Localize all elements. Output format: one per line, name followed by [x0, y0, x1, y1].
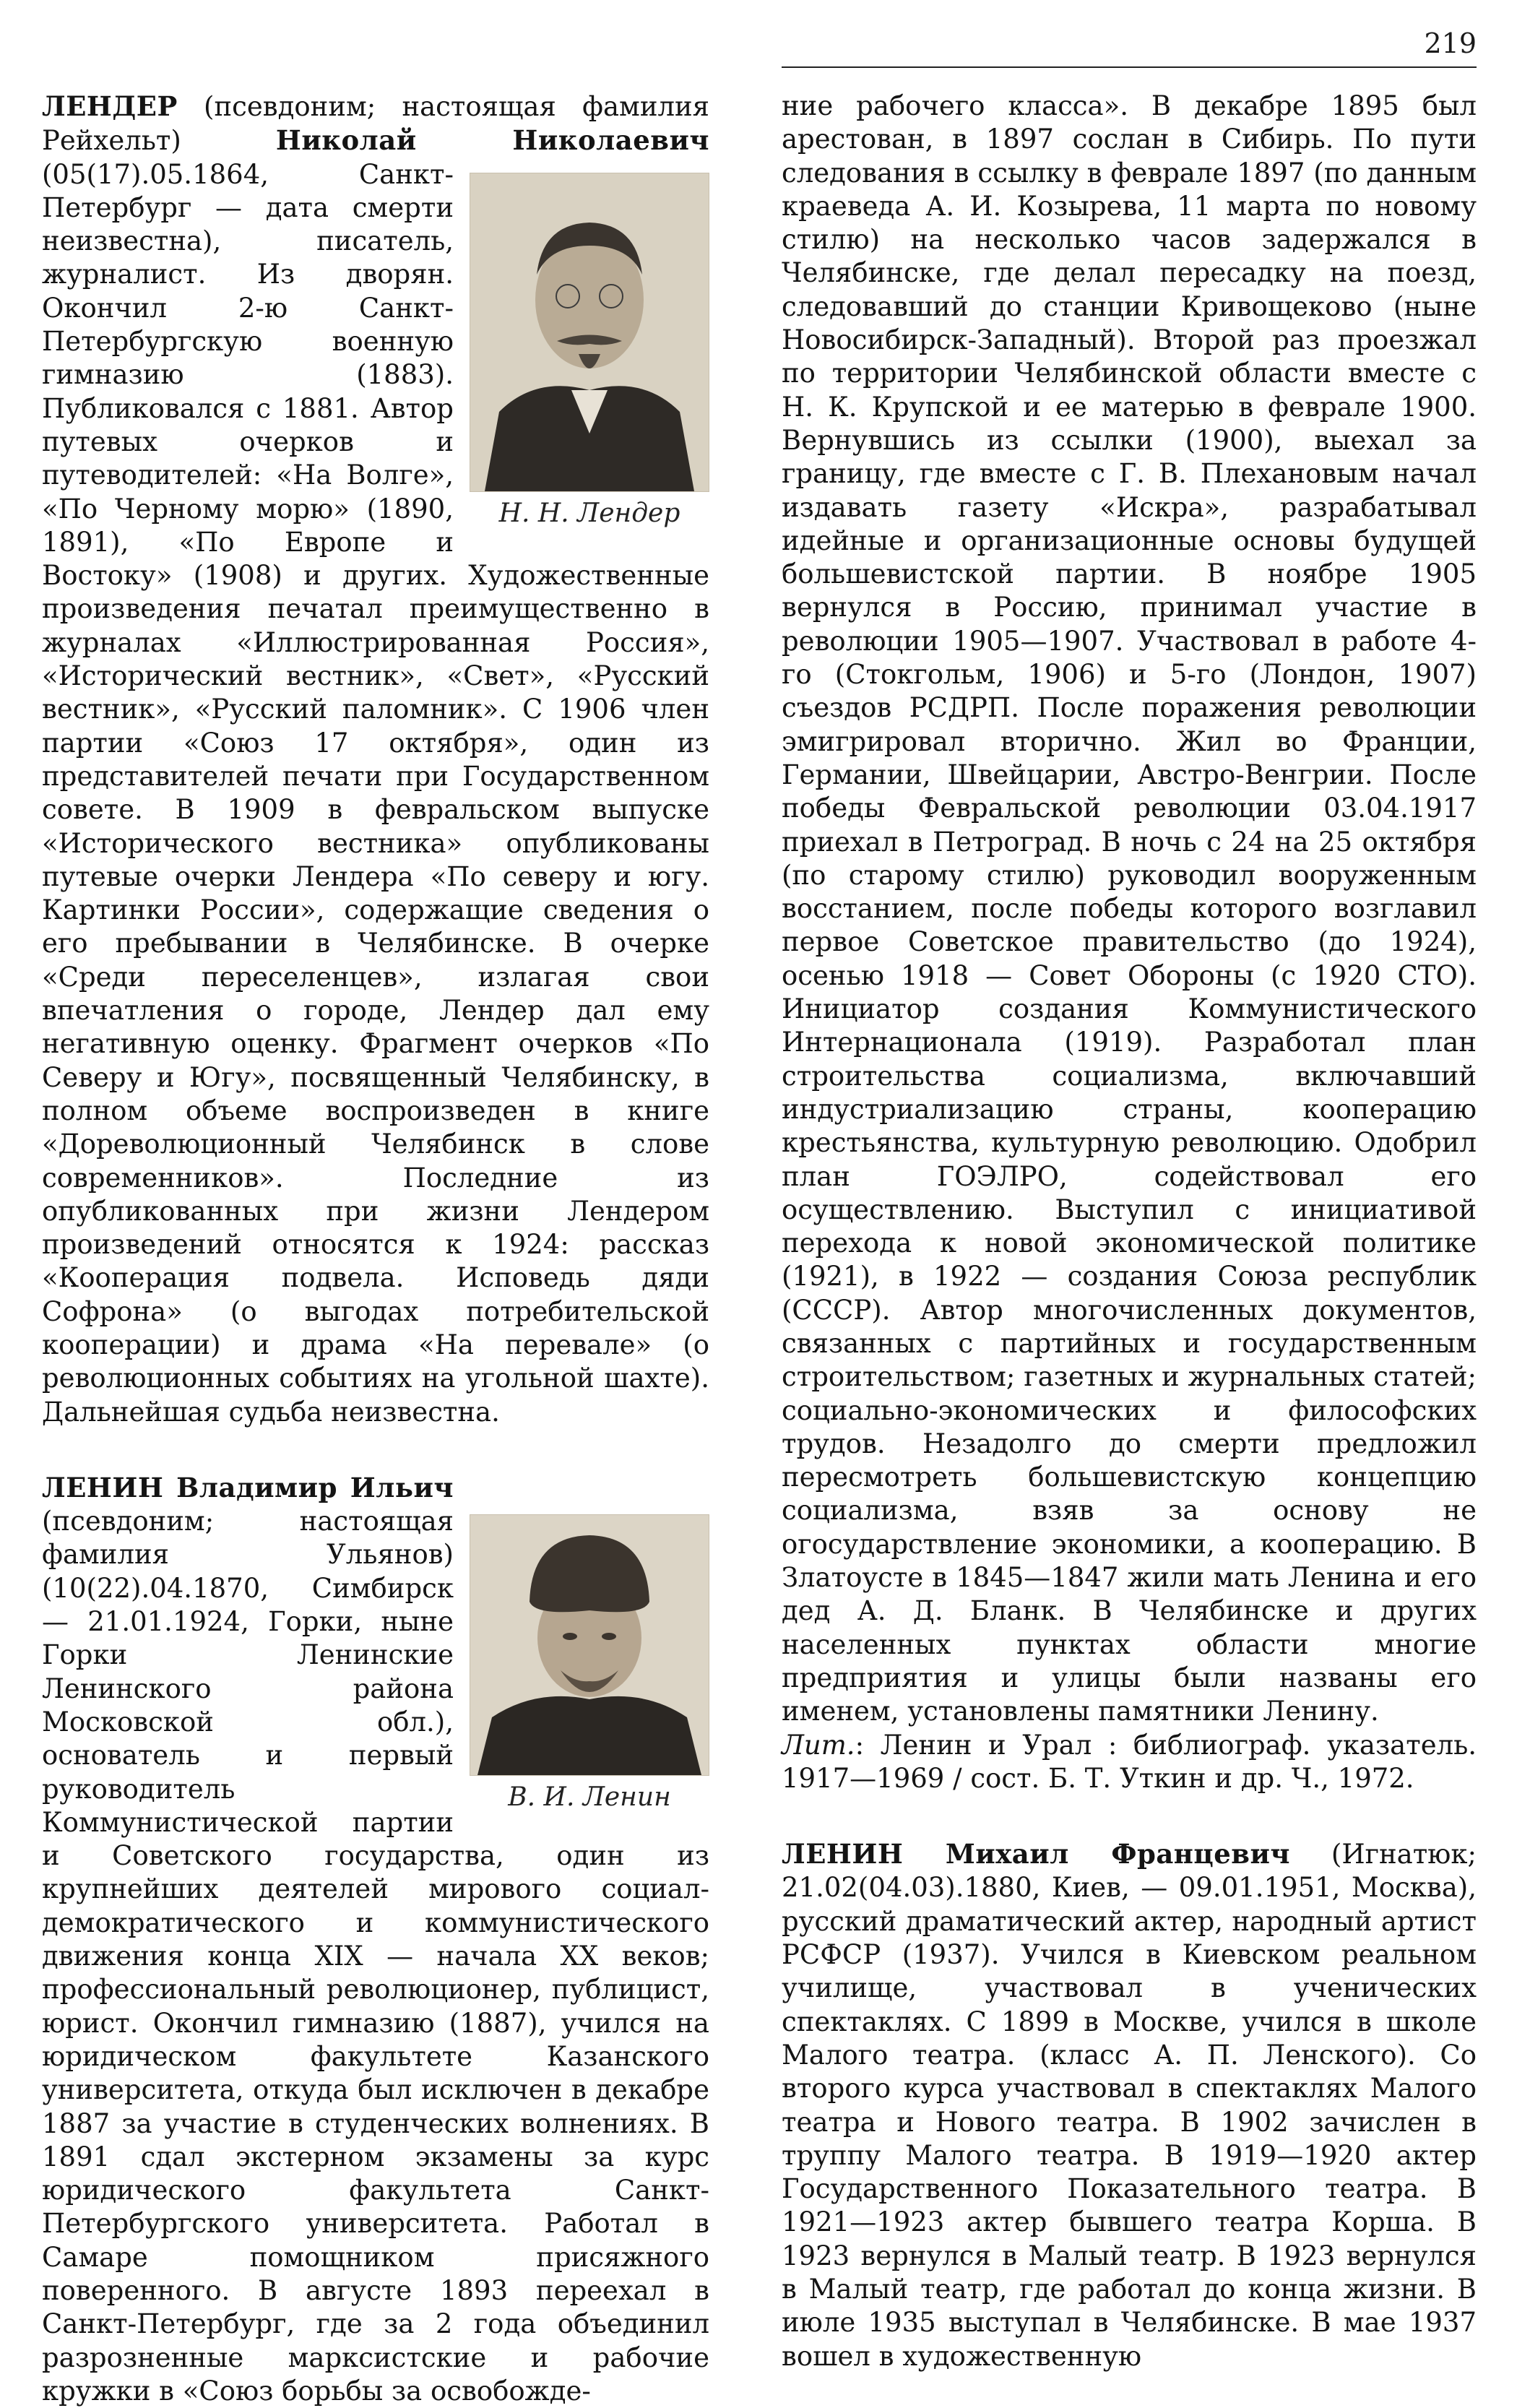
- header-rule: [782, 66, 1477, 68]
- entry-spacer: [782, 1795, 1477, 1837]
- lender-portrait-photo: [470, 173, 709, 492]
- lit-label: Лит.: [782, 1729, 855, 1761]
- entry-text: (псевдоним; настоящая фамилия Ульянов) (10(22).04.1870, Симбирск — 21.01.1924, Горки, ныне Горки Ленинские Ленинского района Московской обл.), основатель и первый руководитель Коммунистической партии и Советского государства, один из крупнейших деятелей мирового социал-демократического и коммунистического движения конца XIX — начала XX веков; профессиональный революционер, публицист, юрист. Окончил гимназию (1887), учился на юридическом факультете Казанского университета, откуда был исключен в декабре 1887 за участие в студенческих волнениях. В 1891 сдал экстерном экзамены за курс юридического факультета Санкт-Петербургского университета. Работал в Самаре помощником присяжного поверенного. В августе 1893 переехал в Санкт-Петербург, где за 2 года объединил разрозненные марксистские и рабочие кружки в «Союз борьбы за освобожде-: [42, 1506, 709, 2407]
- lenin-portrait-photo: [470, 1514, 709, 1776]
- entry-text: (Игнатюк; 21.02(04.03).1880, Киев, — 09.01.1951, Москва), русский драматический актер, народный артист РСФСР (1937). Учился в Киевском реальном училище, участвовал в ученических спектаклях. С 1899 в Москве, учился в школе Малого театра. (класс А. П. Ленского). Со второго курса участвовал в спектаклях Малого театра и Нового театра. В 1902 зачислен в труппу Малого театра. В 1919—1920 актер Государственного Показательного театра. В 1921—1923 актер бывшего театра Корша. В 1923 вернулся в Малый театр. В 1923 вернулся в Малый театр, где работал до конца жизни. В июле 1935 выступал в Челябинске. В мае 1937 вошел в художественную: [782, 1839, 1477, 2372]
- entry-lenin-vi: [42, 1471, 709, 2408]
- headword: ЛЕНИН Михаил Францевич: [782, 1838, 1290, 1870]
- headword: ЛЕНИН Владимир Ильич: [42, 1471, 454, 1503]
- headword-names: Николай Николаевич: [275, 124, 710, 157]
- entry-text: (псевдоним; настоящая фамилия Рейхельт): [42, 91, 709, 157]
- lenin-photo-caption: В. И. Ленин: [508, 1782, 671, 1812]
- portrait-illustration: [470, 1515, 709, 1775]
- entry-lenin-mf: [782, 1837, 1477, 2373]
- lender-photo-caption: Н. Н. Лендер: [498, 498, 680, 528]
- entry-text: ние рабочего класса». В декабре 1895 был арестован, в 1897 сослан в Сибирь. По пути следования в ссылку в феврале 1897 (по данным краеведа А. И. Козырева, 11 марта по новому стилю) на несколько часов задержался в Челябинске, где делал пересадку на поезд, следовавший до станции Кривощеково (ныне Новосибирск-Западный). Второй раз проезжал по территории Челябинской области вместе с Н. К. Крупской и ее матерью в феврале 1900. Вернувшись из ссылки (1900), выехал за границу, где вместе с Г. В. Плехановым начал издавать газету «Искра», разрабатывал идейные и организационные основы будущей большевистской партии. В ноябре 1905 вернулся в Россию, принимал участие в революции 1905—1907. Участвовал в работе 4-го (Стокгольм, 1906) и 5-го (Лондон, 1907) съездов РСДРП. После поражения революции эмигрировал вторично. Жил во Франции, Германии, Швейцарии, Австро-Венгрии. После победы Февральской революции 03.04.1917 приехал в Петроград. В ночь с 24 на 25 октября (по старому стилю) руководил вооруженным восстанием, после победы которого возглавил первое Советское правительство (до 1924), осенью 1918 — Совет Обороны (с 1920 СТО). Инициатор создания Коммунистического Интернационала (1919). Разработал план строительства социализма, включавший индустриализацию страны, кооперацию крестьянства, культурную революцию. Одобрил план ГОЭЛРО, содействовал его осуществлению. Выступил с инициативой перехода к новой экономической политике (1921), в 1922 — создания Союза республик (СССР). Автор многочисленных документов, связанных с партийных и государственным строительством; газетных и журнальных статей; социально-экономических и философских трудов. Незадолго до смерти предложил пересмотреть большевистскую концепцию социализма, взяв за основу не огосударствление экономики, а кооперацию. В Златоусте в 1845—1847 жили мать Ленина и его дед А. Д. Бланк. В Челябинске и других населенных пунктах области многие предприятия и улицы были названы его именем, установлены памятники Ленину.: [782, 90, 1477, 1727]
- entry-text: (05(17).05.1864, Санкт-Петербург — дата смерти неизвестна), писатель, журналист. Из дворян. Окончил 2-ю Санкт-Петербургскую военную гимназию (1883). Публиковался с 1881. Автор путевых очерков и путеводителей: «На Волге», «По Черному морю» (1890, 1891), «По Европе и Востоку» (1908) и других. Художественные произведения печатал преимущественно в журналах «Иллюстрированная Россия», «Исторический вестник», «Свет», «Русский вестник», «Русский паломник». С 1906 член партии «Союз 17 октября», один из представителей печати при Государственном совете. В 1909 в февральском выпуске «Исторического вестника» опубликованы путевые очерки Лендера «По северу и югу. Картинки России», содержащие сведения о его пребывании в Челябинске. В очерке «Среди переселенцев», излагая свои впечатления о городе, Лендер дал ему негативную оценку. Фрагмент очерков «По Северу и Югу», посвященный Челябинску, в полном объеме воспроизведен в книге «Дореволюционный Челябинск в слове современников». Последние из опубликованных при жизни Лендером произведений относятся к 1924: рассказ «Кооперация подвела. Исповедь дяди Софрона» (о выгодах потребительской кооперации) и драма «На перевале» (о революционных событиях на угольной шахте). Дальнейшая судьба неизвестна.: [42, 158, 709, 1428]
- lender-figure: [470, 173, 709, 530]
- left-column: [42, 90, 709, 2408]
- lenin-figure: [470, 1514, 709, 1813]
- entry-lender: [42, 90, 709, 1429]
- entry-lenin-vi-continued: [782, 90, 1477, 1729]
- lit-text: : Ленин и Урал : библиограф. указатель. 1917—1969 / сост. Б. Т. Уткин и др. Ч., 1972.: [782, 1729, 1477, 1794]
- headword-surname: ЛЕНДЕР: [42, 90, 178, 122]
- page-number: 219: [1424, 27, 1477, 59]
- literature-reference: [782, 1729, 1477, 1796]
- portrait-illustration: [470, 173, 709, 491]
- right-column: [782, 90, 1477, 2373]
- entry-spacer: [42, 1429, 709, 1471]
